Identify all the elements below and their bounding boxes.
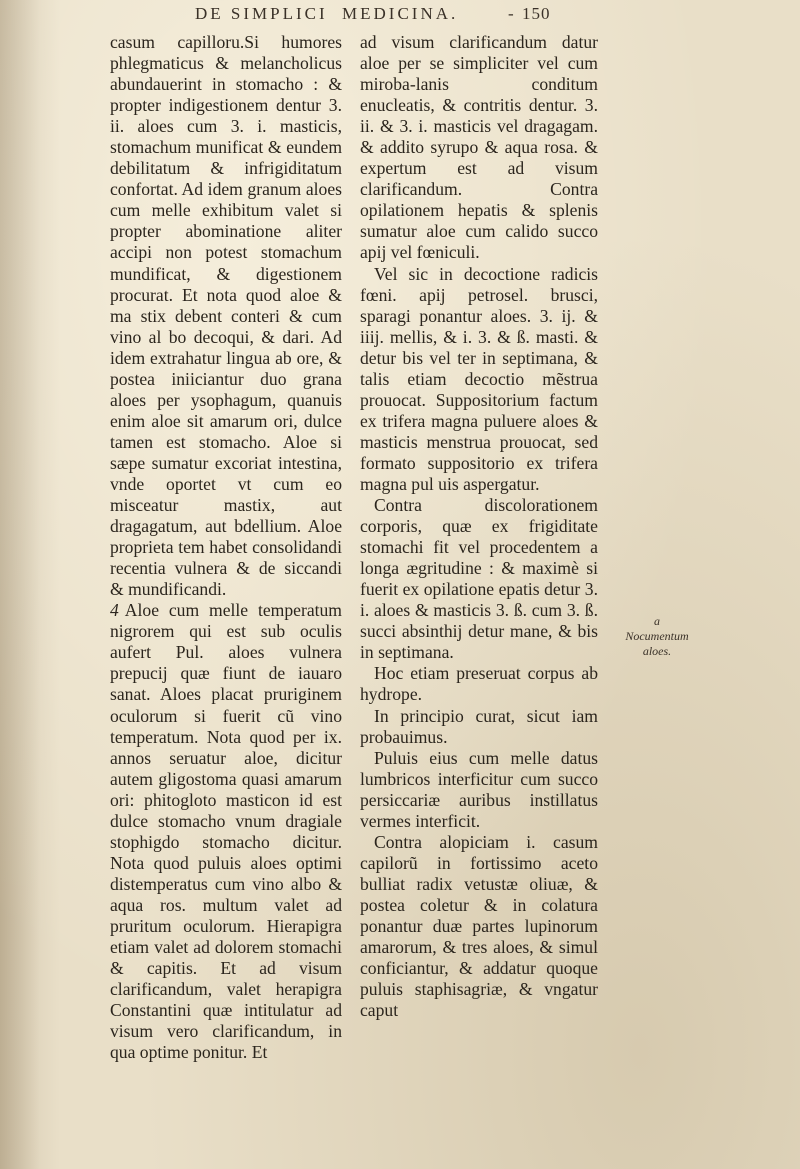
running-head-left: DE SIMPLICI <box>195 4 328 23</box>
margin-note-text: Nocumentum aloes. <box>625 629 689 658</box>
paragraph-text: ad visum clarificandum datur aloe per se simpliciter vel cum miroba-lanis conditum enucleatis, & contritis dentur. 3. ii. & 3. i. masticis vel dragagam. & addito syrupo & aqua rosa. & expertum est ad visum clarificandum. Contra opilationem hepatis & splenis sumatur aloe cum calido succo apij vel fœniculi. <box>360 32 598 263</box>
paragraph <box>110 600 342 1063</box>
paragraph <box>360 832 598 1021</box>
page-number: 150 <box>522 4 551 23</box>
left-column <box>110 32 342 1063</box>
paragraph-text: Contra discolorationem corporis, quæ ex frigiditate stomachi fit vel procedentem a longa ægritudine : & maximè si fuerit ex opilatione epatis detur 3. i. aloes & masticis 3. ß. cum 3. ß. succi absinthij detur mane, & bis in septimana. <box>360 495 598 663</box>
running-head <box>195 4 740 30</box>
paragraph-text: In principio curat, sicut iam probauimus. <box>360 705 598 747</box>
running-head-right: MEDICINA. <box>342 4 459 23</box>
running-head-dash: - <box>508 4 517 23</box>
paragraph <box>360 663 598 705</box>
paragraph <box>360 32 598 264</box>
right-column <box>360 32 598 1021</box>
binding-shadow <box>0 0 60 1169</box>
paragraph <box>360 748 598 832</box>
paragraph-text: Vel sic in decoctione radicis fœni. apij petrosel. brusci, sparagi ponantur aloes. 3. ij. & iiij. mellis, & i. 3. & ß. masti. & detur bis vel ter in septimana, & talis etiam decoctio mẽstrua prouocat. Suppositorium factum ex trifera magna puluere aloes & masticis menstrua prouocat, sed formato suppositorio ex trifera magna pul uis aspergatur. <box>360 263 598 494</box>
paragraph <box>360 706 598 748</box>
paragraph-text: Hoc etiam preseruat corpus ab hydrope. <box>360 663 598 705</box>
margin-note <box>622 614 692 659</box>
paragraph-text: casum capilloru.Si humores phlegmaticus & melancholicus abundauerint in stomacho : & propter indigestionem dentur 3. ii. aloes cum 3. i. masticis, stomachum munificat & eundem debilitatum & infrigiditatum confortat. Ad idem granum aloes cum melle exhibitum valet si propter abominatione aliter accipi non potest stomachum mundificat, & digestionem procurat. Et nota quod aloe & ma stix debent conteri & cum vino al bo decoqui, & dari. Ad idem extrahatur lingua ab ore, & postea iniiciantur duo grana aloes per ysophagum, quanuis enim aloe sit amarum ori, dulce tamen est stomacho. Aloe si sæpe sumatur excoriat intestina, vnde oportet vt cum eo misceatur mastix, aut dragagatum, aut bdellium. Aloe proprieta tem habet consolidandi recentia vulnera & de siccandi & mundificandi. <box>110 32 342 600</box>
paragraph <box>360 264 598 496</box>
paragraph <box>360 495 598 663</box>
paragraph-marker: 4 <box>110 600 119 621</box>
margin-note-letter: a <box>654 614 660 628</box>
paragraph-text: Puluis eius cum melle datus lumbricos interficitur cum succo persiccariæ auribus instillatus vermes interficit. <box>360 747 598 831</box>
paragraph-text: Aloe cum melle temperatum nigrorem qui est sub oculis aufert Pul. aloes vulnera prepucij quæ fiunt de iauaro sanat. Aloes placat pruriginem oculorum si fuerit cũ vino temperatum. Nota quod per ix. annos seruatur aloe, dicitur autem gligostoma quasi amarum ori: phitogloto masticon id est dulce stomacho vnum dragiale stophigdo stomacho dicitur. Nota quod puluis aloes optimi distemperatus cum vino albo & aqua ros. multum valet ad pruritum oculorum. Hierapigra etiam valet ad dolorem stomachi & capitis. Et ad visum clarificandum, valet herapigra Constantini quæ intitulatur ad visum vero clarificandum, in qua optime ponitur. Et <box>110 600 342 1063</box>
paragraph-text: Contra alopiciam i. casum capilorũ in fortissimo aceto bulliat radix vetustæ oliuæ, & postea coletur & in colatura ponantur duæ partes lupinorum amarorum, & tres aloes, & simul conficiantur, & addatur quoque puluis staphisagriæ, & vngatur caput <box>360 831 598 1021</box>
paragraph <box>110 32 342 600</box>
